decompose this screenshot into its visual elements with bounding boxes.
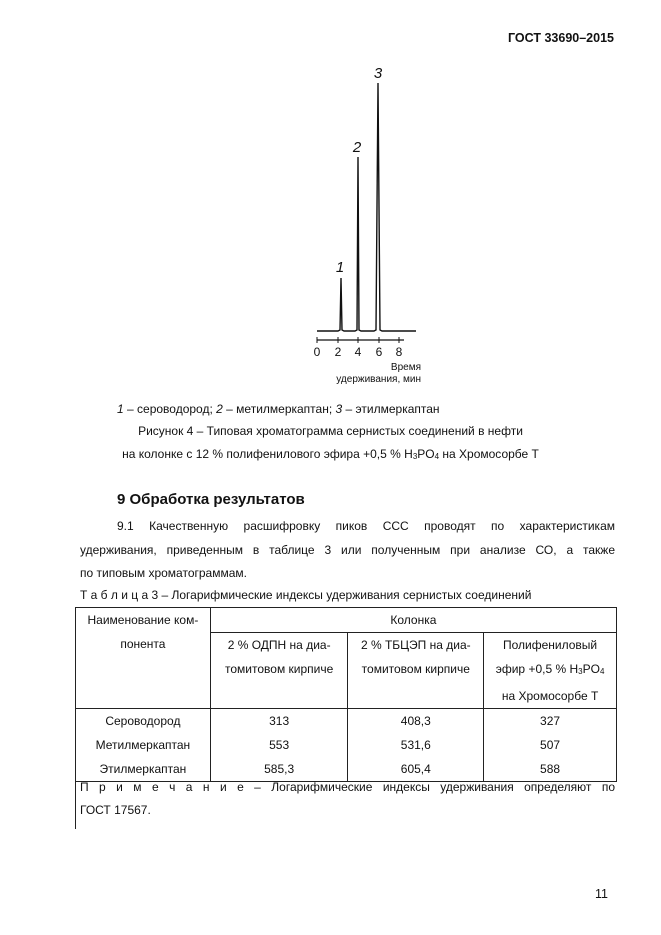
caption-part: на колонке с 12 % полифенилового эфира +0,5 % H bbox=[122, 447, 413, 461]
page-number: 11 bbox=[595, 887, 608, 901]
table-row bbox=[76, 733, 617, 757]
cell-name: Метилмеркаптан bbox=[76, 733, 211, 757]
header-col-tbcep bbox=[348, 633, 484, 709]
header-text: понента bbox=[120, 637, 166, 651]
legend-text-3: – этилмеркаптан bbox=[342, 402, 440, 416]
tick-label-0: 0 bbox=[313, 345, 321, 359]
cell-value: 507 bbox=[484, 733, 617, 757]
cell-name: Сероводород bbox=[76, 709, 211, 734]
peak-label-2: 2 bbox=[352, 139, 362, 156]
header-text: 2 % ОДПН на диа- bbox=[227, 638, 331, 652]
header-column-group: Колонка bbox=[210, 608, 616, 633]
peak-label-3: 3 bbox=[373, 65, 383, 82]
header-text: 2 % ТБЦЭП на диа- bbox=[360, 638, 471, 652]
caption-subscript: 3 bbox=[412, 452, 418, 461]
figure-legend bbox=[117, 402, 440, 416]
paragraph-line-2: удерживания, приведенным в таблице 3 или полученным при анализе СО, а также bbox=[80, 543, 615, 557]
chromatogram-figure bbox=[300, 60, 430, 390]
tick-label-2: 2 bbox=[334, 345, 342, 359]
paragraph-line-1: 9.1 Качественную расшифровку пиков ССС проводят по характеристикам bbox=[117, 519, 615, 533]
figure-caption-line1: Рисунок 4 – Типовая хроматограмма сернистых соединений в нефти bbox=[138, 424, 523, 438]
cell-value: 605,4 bbox=[348, 757, 484, 782]
header-text bbox=[484, 657, 616, 684]
header-component-name bbox=[76, 608, 211, 709]
note-line-2: ГОСТ 17567. bbox=[80, 803, 151, 817]
tick-label-8: 8 bbox=[395, 345, 403, 359]
cell-value: 553 bbox=[210, 733, 348, 757]
header-text: томитовом кирпиче bbox=[361, 662, 470, 676]
axis-label-line2: удерживания, мин bbox=[336, 374, 421, 385]
header-subscript: 4 bbox=[599, 667, 605, 676]
caption-part: PO bbox=[417, 447, 435, 461]
table-note bbox=[80, 776, 615, 822]
section-title: 9 Обработка результатов bbox=[117, 491, 305, 508]
tick-label-4: 4 bbox=[354, 345, 362, 359]
document-header: ГОСТ 33690–2015 bbox=[508, 31, 614, 45]
caption-subscript: 4 bbox=[434, 452, 440, 461]
tick-label-6: 6 bbox=[375, 345, 383, 359]
peak-label-1: 1 bbox=[335, 259, 345, 276]
header-part: эфир +0,5 % H bbox=[495, 662, 579, 676]
cell-value: 313 bbox=[210, 709, 348, 734]
header-col-odpn bbox=[210, 633, 348, 709]
cell-value: 531,6 bbox=[348, 733, 484, 757]
header-part: PO bbox=[582, 662, 600, 676]
paragraph-line-3: по типовым хроматограммам. bbox=[80, 566, 247, 580]
note-line-1: П р и м е ч а н и е – Логарифмические индексы удерживания определяют по bbox=[80, 780, 615, 794]
table-caption: Т а б л и ц а 3 – Логарифмические индексы удерживания сернистых соединений bbox=[80, 588, 532, 602]
legend-text-1: – сероводород; bbox=[123, 402, 217, 416]
legend-num-2: 2 bbox=[216, 402, 223, 416]
header-text: Полифениловый bbox=[503, 638, 598, 652]
legend-text-2: – метилмеркаптан; bbox=[222, 402, 336, 416]
header-text: Наименование ком- bbox=[87, 613, 199, 627]
header-text: томитовом кирпиче bbox=[225, 662, 334, 676]
cell-value: 588 bbox=[484, 757, 617, 782]
cell-value: 327 bbox=[484, 709, 617, 734]
cell-name: Этилмеркаптан bbox=[76, 757, 211, 782]
header-text: на Хромосорбе Т bbox=[501, 689, 599, 703]
header-col-polyphenyl bbox=[484, 633, 617, 709]
chromatogram-trace bbox=[317, 83, 416, 331]
axis-label-line1: Время bbox=[390, 362, 421, 373]
cell-value: 585,3 bbox=[210, 757, 348, 782]
figure-caption-line2 bbox=[0, 447, 661, 461]
legend-num-1: 1 bbox=[117, 402, 124, 416]
cell-value: 408,3 bbox=[348, 709, 484, 734]
header-subscript: 3 bbox=[578, 667, 583, 676]
legend-num-3: 3 bbox=[335, 402, 343, 416]
table-row bbox=[76, 709, 617, 734]
caption-part: на Хромосорбе Т bbox=[439, 447, 539, 461]
